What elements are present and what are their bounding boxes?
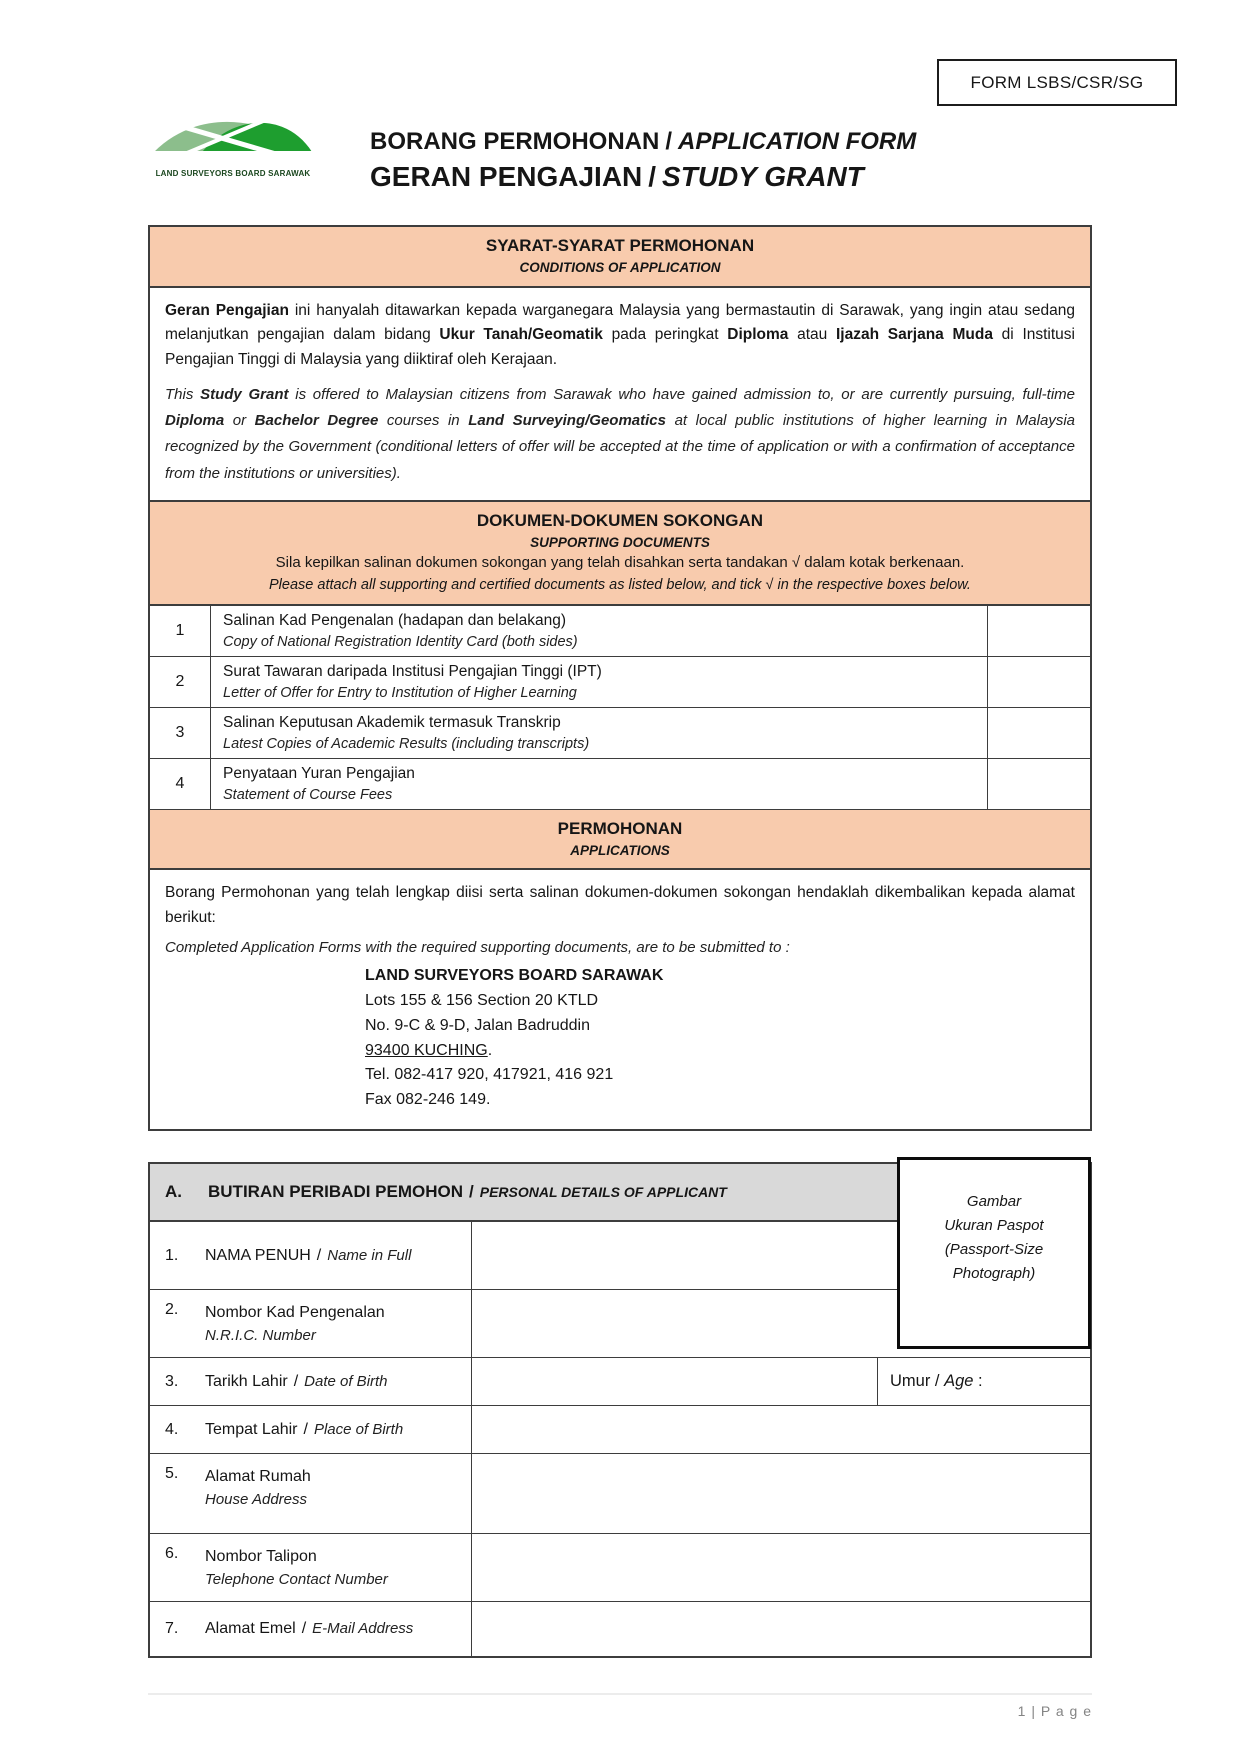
- tick-box-cell[interactable]: [987, 657, 1090, 707]
- document-description: [211, 708, 987, 758]
- applications-heading-english: APPLICATIONS: [570, 842, 670, 858]
- applications-paragraph-malay: Borang Permohonan yang telah lengkap diisi serta salinan dokumen-dokumen sokongan hendaklah dikembalikan kepada alamat berikut:: [165, 884, 1075, 927]
- address-line-2: No. 9-C & 9-D, Jalan Badruddin: [365, 1016, 590, 1034]
- address-telephone: Tel. 082-417 920, 417921, 416 921: [365, 1066, 614, 1084]
- address-line-1: Lots 155 & 156 Section 20 KTLD: [365, 992, 599, 1010]
- document-label-malay: Salinan Keputusan Akademik termasuk Transkrip: [223, 713, 561, 731]
- section-a-separator: /: [469, 1182, 474, 1201]
- tick-box-cell[interactable]: [987, 708, 1090, 758]
- field-row-telephone: [150, 1534, 1090, 1602]
- document-description: [211, 606, 987, 656]
- field-label-cell: [150, 1358, 472, 1405]
- field-separator: /: [316, 1246, 322, 1264]
- field-number: 1.: [165, 1246, 179, 1264]
- document-description: [211, 657, 987, 707]
- title1-separator: /: [665, 128, 673, 155]
- age-field-cell[interactable]: [877, 1358, 1090, 1405]
- form-code-label: FORM LSBS/CSR/SG: [970, 72, 1144, 92]
- field-label-malay: Tarikh Lahir: [205, 1372, 288, 1390]
- field-label-english: E-Mail Address: [312, 1620, 414, 1637]
- field-number: 3.: [165, 1372, 179, 1390]
- field-label: [205, 1418, 403, 1442]
- section-a-personal-details: [148, 1162, 1092, 1658]
- documents-note-malay: Sila kepilkan salinan dokumen sokongan yang telah disahkan serta tandakan √ dalam kotak berkenaan.: [275, 554, 965, 572]
- title2-separator: /: [648, 161, 657, 192]
- document-row-3: [150, 708, 1090, 759]
- page-footer: [148, 1693, 1092, 1719]
- field-value-cell-place-of-birth[interactable]: [472, 1406, 1090, 1453]
- conditions-section-header: [150, 227, 1090, 288]
- field-row-date-of-birth: [150, 1358, 1090, 1406]
- field-label-cell: [150, 1454, 472, 1533]
- document-row-1: [150, 606, 1090, 657]
- field-label: [205, 1370, 388, 1394]
- photo-box-line: Photograph): [952, 1265, 1036, 1282]
- logo-org-name: LAND SURVEYORS BOARD SARAWAK: [155, 169, 311, 178]
- field-label-cell: [150, 1602, 472, 1656]
- applications-paragraph-english: Completed Application Forms with the required supporting documents, are to be submitted to :: [165, 939, 790, 957]
- section-a-title-english: PERSONAL DETAILS OF APPLICANT: [479, 1184, 727, 1200]
- field-separator: /: [301, 1620, 307, 1637]
- logo-leaves-icon: [150, 110, 316, 162]
- document-number: 4: [150, 759, 211, 809]
- conditions-paragraph-malay: Geran Pengajian ini hanyalah ditawarkan kepada warganegara Malaysia yang bermastautin di Sarawak, yang ingin atau sedang melanjutkan pengajian dalam bidang Ukur Tanah/Geomatik pada peringkat Diploma atau Ijazah Sarjana Muda di Institusi Pengajian Tinggi di Malaysia yang diiktiraf oleh Kerajaan.: [165, 301, 1075, 369]
- document-label-english: Latest Copies of Academic Results (including transcripts): [223, 735, 590, 752]
- address-fax: Fax 082-246 149.: [365, 1091, 491, 1109]
- photo-box-line: (Passport-Size: [944, 1241, 1044, 1258]
- title1-malay: BORANG PERMOHONAN: [370, 128, 660, 155]
- document-number: 2: [150, 657, 211, 707]
- field-number: 7.: [165, 1620, 179, 1637]
- documents-heading-malay: DOKUMEN-DOKUMEN SOKONGAN: [476, 510, 764, 530]
- conditions-heading-malay: SYARAT-SYARAT PERMOHONAN: [485, 236, 755, 255]
- documents-note-english: Please attach all supporting and certified documents as listed below, and tick √ in the respective boxes below.: [269, 576, 971, 593]
- document-title: [370, 128, 916, 193]
- title2-english: STUDY GRANT: [662, 161, 864, 192]
- field-row-place-of-birth: [150, 1406, 1090, 1454]
- organisation-logo: [150, 110, 316, 178]
- field-label-cell: [150, 1290, 472, 1357]
- field-label-malay: Nombor Kad Pengenalan: [205, 1304, 385, 1321]
- field-label-english: Date of Birth: [304, 1372, 388, 1390]
- field-label: [205, 1617, 413, 1641]
- footer-divider: [148, 1693, 1092, 1695]
- document-number: 1: [150, 606, 211, 656]
- field-label-english: Name in Full: [327, 1246, 412, 1264]
- form-code-box: [937, 59, 1177, 106]
- field-label-cell: [150, 1406, 472, 1453]
- document-number: 3: [150, 708, 211, 758]
- field-label-malay: Tempat Lahir: [205, 1420, 298, 1438]
- tick-box-cell[interactable]: [987, 606, 1090, 656]
- field-label-malay: Alamat Rumah: [205, 1468, 311, 1485]
- section-a-title-malay: BUTIRAN PERIBADI PEMOHON: [208, 1182, 464, 1201]
- document-label-english: Copy of National Registration Identity Card (both sides): [223, 633, 578, 650]
- field-separator: /: [293, 1372, 299, 1390]
- field-number: 4.: [165, 1420, 179, 1438]
- section-a-label: A.: [165, 1182, 182, 1201]
- field-value-cell-house-address[interactable]: [472, 1454, 1090, 1533]
- field-number: 2.: [165, 1301, 179, 1318]
- supporting-documents-header: [150, 502, 1090, 606]
- field-value-cell-telephone[interactable]: [472, 1534, 1090, 1601]
- document-label-english: Letter of Offer for Entry to Institution of Higher Learning: [223, 684, 577, 701]
- age-label: Umur / Age :: [890, 1372, 983, 1390]
- title2-malay: GERAN PENGAJIAN: [370, 161, 643, 192]
- address-org-name: LAND SURVEYORS BOARD SARAWAK: [365, 967, 664, 985]
- document-label-malay: Salinan Kad Pengenalan (hadapan dan belakang): [223, 611, 567, 629]
- field-label-cell: [150, 1534, 472, 1601]
- documents-heading-english: SUPPORTING DOCUMENTS: [530, 534, 710, 550]
- field-label-english: House Address: [205, 1491, 307, 1508]
- conditions-paragraph-english: This Study Grant is offered to Malaysian citizens from Sarawak who have gained admission to, or are currently pursuing, full-time Diploma or Bachelor Degree courses in Land Surveying/Geomatics at local public institutions of higher learning in Malaysia recognized by the Government (conditional letters of offer will be accepted at the time of application or with a confirmation of acceptance from the institutions or universities).: [165, 385, 1075, 482]
- field-label-english: Telephone Contact Number: [205, 1571, 388, 1588]
- conditions-body: [150, 288, 1090, 502]
- address-city-line: [365, 1039, 1075, 1064]
- address-city-period: .: [487, 1041, 493, 1059]
- field-row-email: [150, 1602, 1090, 1656]
- document-label-malay: Penyataan Yuran Pengajian: [223, 764, 415, 782]
- document-label-english: Statement of Course Fees: [223, 786, 393, 803]
- applications-section-header: [150, 810, 1090, 871]
- document-row-4: [150, 759, 1090, 810]
- document-label-malay: Surat Tawaran daripada Institusi Pengajian Tinggi (IPT): [223, 662, 602, 680]
- field-number: 6.: [165, 1545, 179, 1562]
- tick-box-cell[interactable]: [987, 759, 1090, 809]
- applications-heading-malay: PERMOHONAN: [557, 818, 683, 838]
- document-row-2: [150, 657, 1090, 708]
- field-label-english: Place of Birth: [313, 1420, 404, 1438]
- field-label-english: N.R.I.C. Number: [205, 1327, 316, 1344]
- conditions-heading-english: CONDITIONS OF APPLICATION: [519, 259, 721, 275]
- photo-box-line: Ukuran Paspot: [944, 1217, 1044, 1234]
- field-label-malay: NAMA PENUH: [205, 1246, 311, 1264]
- field-label: [205, 1465, 311, 1512]
- address-city: 93400 KUCHING: [365, 1041, 488, 1059]
- title1-english: APPLICATION FORM: [678, 128, 917, 155]
- field-label: [205, 1301, 385, 1348]
- field-value-cell-email[interactable]: [472, 1602, 1090, 1656]
- field-row-house-address: [150, 1454, 1090, 1534]
- passport-photo-box: [897, 1157, 1091, 1349]
- page-number: 1 | P a g e: [1017, 1703, 1092, 1719]
- photo-box-line: Gambar: [966, 1193, 1022, 1210]
- field-label: [205, 1244, 411, 1268]
- applications-body: [150, 870, 1090, 1129]
- field-label-malay: Alamat Emel: [205, 1620, 296, 1637]
- document-description: [211, 759, 987, 809]
- field-separator: /: [303, 1420, 308, 1438]
- field-label: [205, 1545, 388, 1592]
- main-info-table: [148, 225, 1092, 1131]
- field-value-cell-date-of-birth[interactable]: [472, 1358, 877, 1405]
- title-line-1: [370, 128, 916, 156]
- field-label-cell: [150, 1222, 472, 1289]
- submission-address: [365, 964, 1075, 1113]
- title-line-2: [370, 161, 916, 193]
- field-label-malay: Nombor Talipon: [205, 1548, 317, 1565]
- field-number: 5.: [165, 1465, 179, 1482]
